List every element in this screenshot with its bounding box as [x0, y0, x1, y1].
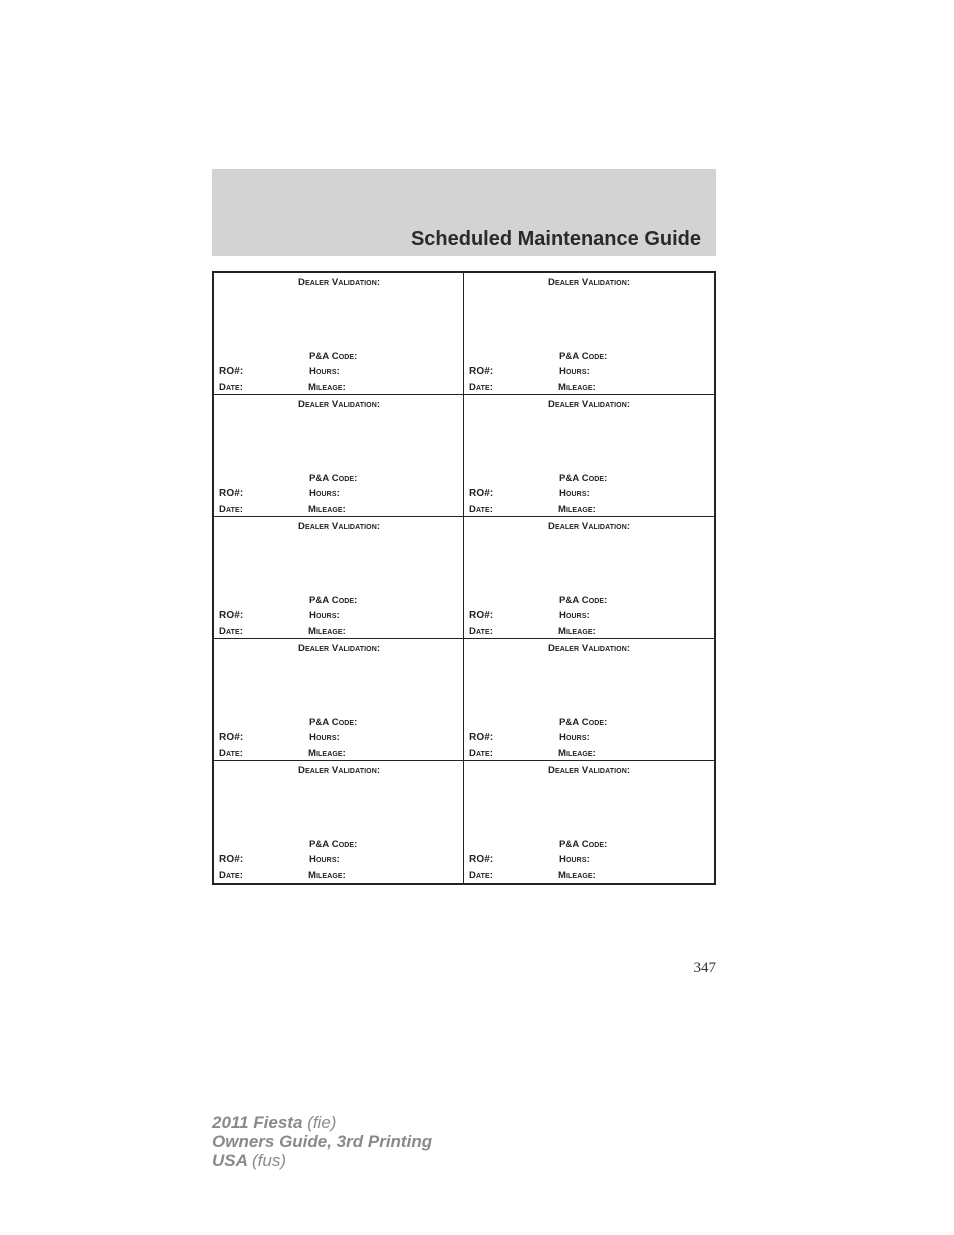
- ro-number-label: RO#:: [219, 488, 244, 499]
- date-label: Date:: [219, 748, 244, 759]
- header-band: [212, 169, 716, 256]
- pa-code-label: P&A Code:: [309, 717, 358, 728]
- pa-code-label: P&A Code:: [309, 839, 358, 850]
- mileage-label: Mileage:: [308, 870, 346, 881]
- hours-label: Hours:: [309, 366, 340, 377]
- service-record-cell: [214, 517, 464, 639]
- date-label: Date:: [469, 870, 494, 881]
- ro-number-label: RO#:: [219, 854, 244, 865]
- hours-label: Hours:: [559, 366, 590, 377]
- service-record-cell: [464, 761, 714, 883]
- hours-label: Hours:: [559, 854, 590, 865]
- mileage-label: Mileage:: [558, 504, 596, 515]
- pa-code-label: P&A Code:: [559, 717, 608, 728]
- hours-label: Hours:: [309, 732, 340, 743]
- service-record-cell: [464, 273, 714, 395]
- ro-number-label: RO#:: [219, 732, 244, 743]
- dealer-validation-label: Dealer Validation:: [548, 277, 631, 288]
- pa-code-label: P&A Code:: [309, 595, 358, 606]
- dealer-validation-label: Dealer Validation:: [298, 765, 381, 776]
- mileage-label: Mileage:: [558, 626, 596, 637]
- pa-code-label: P&A Code:: [559, 473, 608, 484]
- service-record-cell: [214, 395, 464, 517]
- hours-label: Hours:: [559, 488, 590, 499]
- mileage-label: Mileage:: [558, 870, 596, 881]
- footer-model: 2011 Fiesta: [212, 1113, 303, 1132]
- footer-line-model: [212, 1113, 432, 1132]
- pa-code-label: P&A Code:: [559, 595, 608, 606]
- mileage-label: Mileage:: [308, 382, 346, 393]
- date-label: Date:: [469, 504, 494, 515]
- footer-line-market: [212, 1151, 432, 1170]
- service-record-cell: [214, 273, 464, 395]
- ro-number-label: RO#:: [469, 732, 494, 743]
- pa-code-label: P&A Code:: [559, 351, 608, 362]
- maintenance-log-grid: [212, 271, 716, 885]
- dealer-validation-label: Dealer Validation:: [548, 521, 631, 532]
- dealer-validation-label: Dealer Validation:: [548, 643, 631, 654]
- page-number: 347: [693, 960, 716, 976]
- date-label: Date:: [469, 382, 494, 393]
- page-title: Scheduled Maintenance Guide: [410, 228, 701, 250]
- date-label: Date:: [219, 382, 244, 393]
- hours-label: Hours:: [309, 488, 340, 499]
- footer-model-code: (fie): [307, 1113, 337, 1132]
- mileage-label: Mileage:: [308, 504, 346, 515]
- footer-market: USA: [212, 1151, 248, 1170]
- pa-code-label: P&A Code:: [309, 473, 358, 484]
- ro-number-label: RO#:: [469, 488, 494, 499]
- hours-label: Hours:: [559, 610, 590, 621]
- footer-market-code: (fus): [252, 1151, 286, 1170]
- service-record-cell: [464, 517, 714, 639]
- date-label: Date:: [219, 504, 244, 515]
- hours-label: Hours:: [559, 732, 590, 743]
- ro-number-label: RO#:: [469, 610, 494, 621]
- hours-label: Hours:: [309, 610, 340, 621]
- ro-number-label: RO#:: [219, 610, 244, 621]
- date-label: Date:: [219, 626, 244, 637]
- date-label: Date:: [469, 748, 494, 759]
- mileage-label: Mileage:: [558, 382, 596, 393]
- date-label: Date:: [219, 870, 244, 881]
- ro-number-label: RO#:: [469, 854, 494, 865]
- service-record-cell: [464, 395, 714, 517]
- footer: [212, 1113, 432, 1170]
- mileage-label: Mileage:: [308, 626, 346, 637]
- dealer-validation-label: Dealer Validation:: [298, 643, 381, 654]
- ro-number-label: RO#:: [219, 366, 244, 377]
- mileage-label: Mileage:: [308, 748, 346, 759]
- dealer-validation-label: Dealer Validation:: [548, 765, 631, 776]
- footer-line-guide: Owners Guide, 3rd Printing: [212, 1132, 433, 1151]
- service-record-cell: [464, 639, 714, 761]
- dealer-validation-label: Dealer Validation:: [298, 277, 381, 288]
- service-record-cell: [214, 639, 464, 761]
- pa-code-label: P&A Code:: [559, 839, 608, 850]
- dealer-validation-label: Dealer Validation:: [548, 399, 631, 410]
- ro-number-label: RO#:: [469, 366, 494, 377]
- dealer-validation-label: Dealer Validation:: [298, 521, 381, 532]
- mileage-label: Mileage:: [558, 748, 596, 759]
- hours-label: Hours:: [309, 854, 340, 865]
- pa-code-label: P&A Code:: [309, 351, 358, 362]
- service-record-cell: [214, 761, 464, 883]
- dealer-validation-label: Dealer Validation:: [298, 399, 381, 410]
- date-label: Date:: [469, 626, 494, 637]
